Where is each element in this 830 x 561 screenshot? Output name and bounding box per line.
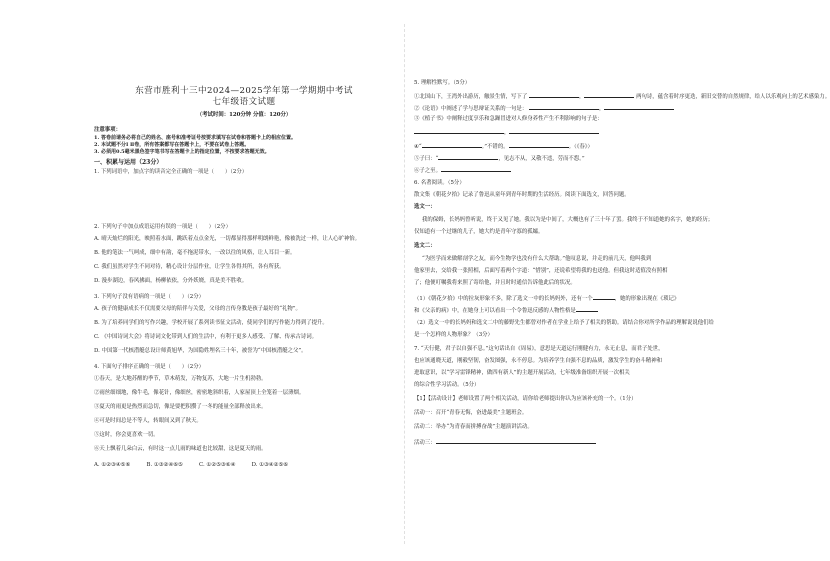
q6-text: （1）《朝花夕拾》中的拉灰形象不多，除了选文一中的长妈妈外，还有一个 [414,296,593,302]
q3-option: A. 孩子的健康成长不仅需要父母的陪伴与关爱，父母的言传身教是孩子最好的“礼物”。 [94,306,301,312]
q4-sentence: ②雨丝细细地，像牛毛，像花针，像细丝，密密地斜织着，人家屋顶上全笼着一层薄烟。 [94,390,305,396]
q6-sub-2: （2）选文一中的长妈妈和选文二中的藤野先生都曾对作者在学业上给予了相关的帮助。请结合你对所学作品的理解说说他们给 [414,320,714,326]
exam-subtitle: 七年级语文试题 [212,97,276,107]
q5-item-1: ①北国山下，王湾外出游历，触景生情，写下了 ， 两句诗，蕴含着时序更迭，新旧交替的自然规律，给人以乐观向上的艺术感染力。 [414,94,830,100]
q7-text: 活动三： [414,440,436,446]
q5-text: ⑥子之至。 [414,168,441,174]
q4-sentence: ⑤这时，你会更喜欢一切。 [94,432,159,438]
q6-text: ，她的形象出现在《琐记》 [614,296,680,302]
q5-item-3-blanks: ， [414,128,714,137]
question-7-cont: 的综合性学习活动。（5分） [414,382,480,388]
q5-item-6 [414,166,714,175]
q4-sentence: ④可是时间总是不等人，转眼间又到了秋天。 [94,418,202,424]
section-heading: 一、积累与运用（23分） [94,159,163,166]
q5-text: ④“ [414,144,422,150]
answer-blank[interactable] [529,104,599,110]
q4-sentence: ⑥天上飘着几朵白云，有时这一点儿雨的味道也比较甜，这是夏天的雨。 [94,446,267,452]
q6-sub-1 [414,294,714,303]
q7-activity [414,438,714,447]
page-fold-line [404,24,405,544]
question-1: 1. 下列词语中，加点字的读音完全正确的一项是（ ）（2分） [94,169,248,175]
q5-text: ③《植子书》中阐释过度享乐和急躁冒进对人修身养性产生不利影响的句子是： [414,116,603,122]
q5-text: ②《论语》中阐述了学与思辩证关系的一句是： [414,106,528,112]
excerpt-2-text: 了；他便叮嘱我将来照了寄给他，并且时时通信告诉他此后的状况。 [414,280,576,286]
q6-intro: 散文集《朝花夕拾》记录了鲁迅从童年到青年时期的生活经历。阅读下面选文，回答问题。 [414,192,630,198]
q5-item-5 [414,154,714,163]
notice-heading: 注意事项： [94,127,121,133]
exam-info: （考试时间：120分钟 分值：120分） [196,112,292,118]
excerpt-1-heading: 选文一： [414,204,436,210]
q7-activity: 活动二：举办“为青春而拼搏奋战”主题演讲活动。 [414,424,533,430]
answer-blank[interactable] [593,294,615,300]
answer-blank[interactable] [604,104,674,110]
q6-sub-1-cont [414,306,714,315]
question-7-cont: 进取意识，以“学习雷锋精神，做四有新人”的主题开展活动，七年级准备组织开展一次相关 [414,370,630,376]
excerpt-2-heading: 选文二： [414,243,436,249]
excerpt-2-text: 他家里去，交给我一张照相，后面写着两个字道：“惜别”，还说希望将我的也送他。但我这时适值没有照相 [414,268,668,274]
q5-item-4 [414,142,714,151]
q3-option: B. 为了培养同学们的写作兴趣，学校开展了系列读书征文活动，使同学们的写作能力得到了提升。 [94,320,328,326]
q5-item-2: ②《论语》中阐述了学与思辩证关系的一句是： ， [414,104,714,113]
answer-blank[interactable] [438,154,498,160]
q6-text: 和《父亲的病》中，在她身上可以看出一个令鲁迅反感的人物性格是 [414,308,576,314]
q5-item-3 [414,116,714,123]
exam-title: 东营市胜利十三中2024—2025学年第一学期期中考试 [135,86,353,96]
answer-blank[interactable] [436,438,596,444]
q6-sub-2-cont: 是一个怎样的人物形象？（3分） [414,332,493,338]
q5-text: ，见志不从，又敬不违，劳而不怨。” [498,156,585,162]
q7-sub-1: 【1】【活动设计】老师设置了两个相关活动，请你给老师提出你认为应该补充的一个。（1分） [414,396,637,402]
right-page [414,24,830,547]
q3-option: D. 中国第一代核潜艇总设计师黄旭华，为国隐姓埋名三十年，被誉为“中国核潜艇之父”。 [94,348,307,354]
question-5: 5. 理解性默写。（5分） [414,80,471,86]
excerpt-1-text: 我的保姆，长妈妈曾听说，终于又见了她。我以为是中间了，大概也有了三十年了罢。我终于不知道她的名字，她的经历； [422,217,714,223]
answer-blank[interactable] [441,166,511,172]
q4-sentence: ③夏天的雨更是热烈而急切，像是要把积攒了一冬的能量全部释放出来。 [94,404,267,410]
answer-blank[interactable] [584,92,634,98]
notice-item: 3. 必须用0.5毫米黑色签字笔书写在答题卡上的指定位置，不按要求答题无效。 [94,149,270,155]
q7-activity: 活动一：召开“青春无悔，奋进最美”主题班会。 [414,410,528,416]
answer-blank[interactable] [576,306,598,312]
answer-blank[interactable] [529,92,579,98]
question-4: 4. 下面句子排序正确的一项是（ ）（2分） [94,364,205,370]
question-7-cont: 也应该通晓天道，刚毅坚韧，奋发图强，永不停息。为培养学生自强不息的品质，激发学生的奋斗精神和 [414,358,662,364]
question-7: 7. “天行健，君子以自强不息。”这句话出自《周易》，意思是天道运行刚健有力，永无止息，而君子处世， [414,346,664,352]
q3-option: C. 《中国诗词大会》将诗词文化带到人们的生活中，有利于更多人感受、了解、传承古诗词。 [94,334,317,340]
q5-text: 。”不错的。 [481,144,509,150]
answer-blank[interactable] [509,142,569,148]
q4-options: A. ①②③④⑤⑥ B. ①③②④⑥⑤ C. ①②⑤③⑥④ D. ①③④②⑤⑥ [94,462,289,468]
q5-text: 。（《春》） [568,144,593,150]
q5-text: 两句诗，蕴含着时序更迭，新旧交替的自然规律，给人以乐观向上的艺术感染力。 [636,94,830,100]
notice-item: 1. 答卷前请务必将自己的姓名、座号和准考证号按要求填写在试卷和答题卡上的相应位置。 [94,135,296,141]
answer-blank[interactable] [422,142,482,148]
question-3: 3. 下列句子没有语病的一项是（ ）（2分） [94,294,205,300]
q4-sentence: ①春天，是大地苏醒的季节，草木萌发，万物复苏，大地一片生机勃勃。 [94,376,267,382]
q5-text: ⑤子曰：“ [414,156,439,162]
excerpt-2-text: “为医学而来做解剖学之友，而今生物学也没有什么大帮助。”他叹息说，并走的前几天，他叫我到 [422,256,652,262]
notice-item: 2. 本试题不分Ⅰ Ⅱ卷，所有答案都写在答题卡上，不要在试卷上答题。 [94,142,250,148]
answer-blank[interactable] [509,128,599,134]
q2-option: A. 晴天灿烂的阳光，映照着水面，跳跃着点点金光，一切都显得那样明朗鲜艳，像被洗过一样，让人心旷神怡。 [94,236,361,242]
answer-blank[interactable] [414,128,504,134]
q2-option: B. 他的笔法一气呵成，细中有韵，毫不拖泥带水，一改以往的风格，让人耳目一新。 [94,250,296,256]
q2-option: C. 我们虽然对学生不同对待，精心设计分层作业，让学生各得其所，各有所获。 [94,264,285,270]
question-6: 6. 名著阅读。（5分） [414,180,465,186]
left-page [94,24,394,547]
q5-text: ①北国山下，王湾外出游历，触景生情，写下了 [414,94,528,100]
excerpt-1-text: 仅知道有一个过继的儿子，她大约是青年守寡的孤孀。 [414,229,544,235]
q2-option: D. 漫步湖边，春风拂面，杨柳依依，分外妖娆，真是美不胜收。 [94,278,248,284]
question-2: 2. 下列句子中加点成语运用有误的一项是（ ）（2分） [94,224,231,230]
